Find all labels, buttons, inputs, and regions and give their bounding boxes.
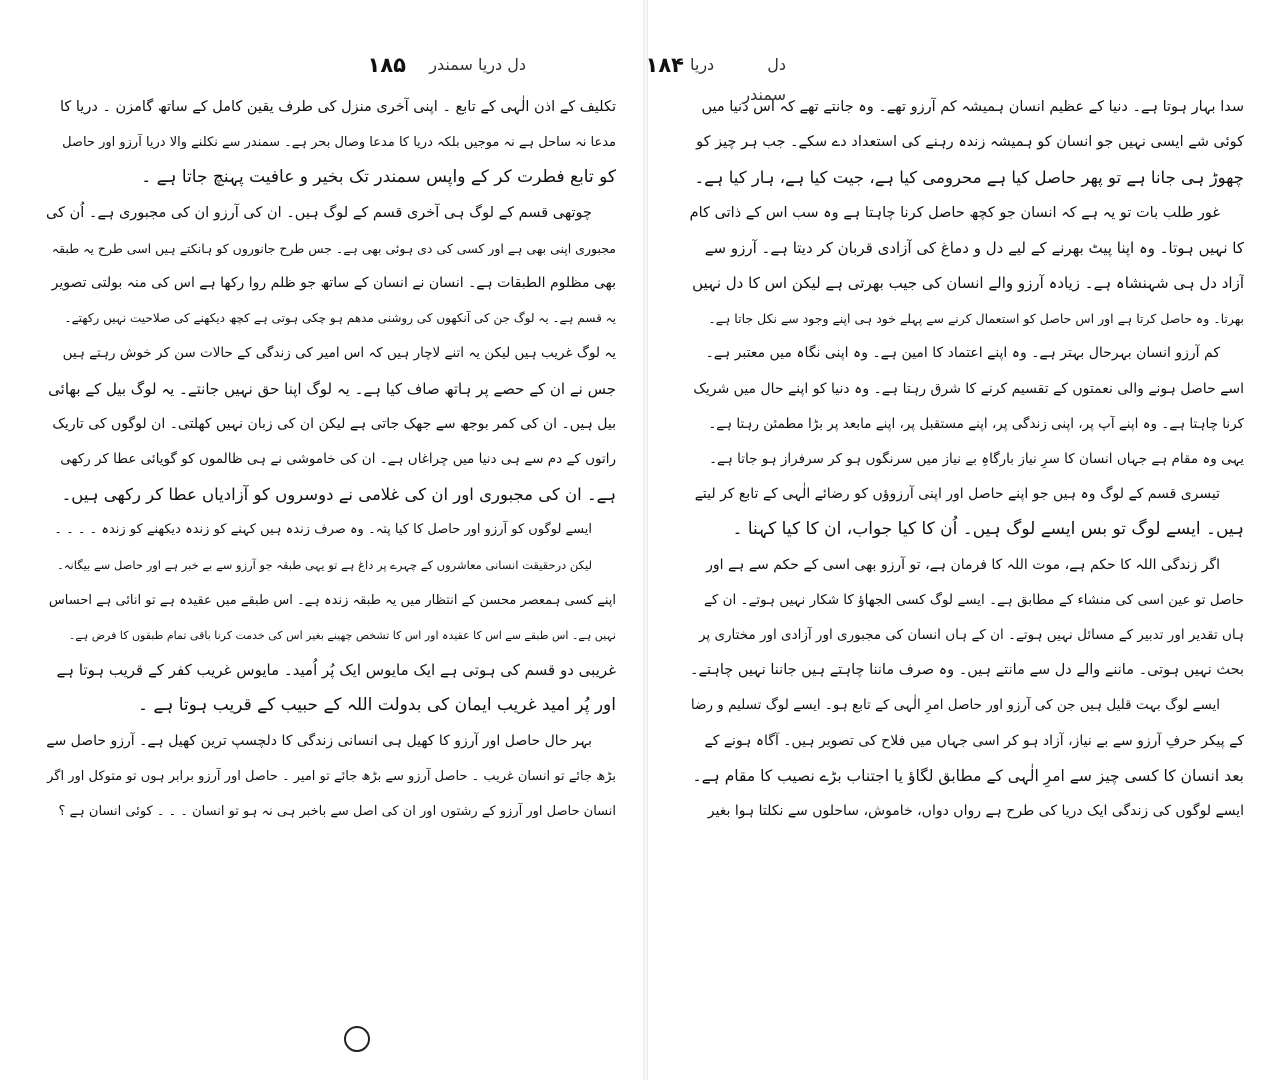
left-page-header [46,50,616,80]
page-number: ۱۸۵ [367,53,406,77]
paragraph [690,688,1244,829]
text-line: جس نے ان کے حصے پر ہاتھ صاف کیا ہے۔ یہ لوگ اپنا حق نہیں جانتے۔ یہ لوگ بیل کے بھائی [48,379,616,398]
text-line: چوتھی قسم کے لوگ ہی آخری قسم کے لوگ ہیں۔ ان کی آرزو ان کی مجبوری ہے۔ اُن کی [46,204,592,221]
text-line: لیکن درحقیقت انسانی معاشروں کے چہرے پر داغ ہے تو یہی طبقہ جو آرزو سے بے خبر ہے اور حاصل سے بیگانہ۔ [57,557,592,572]
text-line: یہ لوگ غریب ہیں لیکن یہ اتنے لاچار ہیں کہ اس امیر کی زندگی کے حالات سن کر خوش رہتے ہیں [62,345,616,362]
text-line: کوئی شے ایسی نہیں جو انسان کو ہمیشہ زندہ رہنے کی استعداد دے سکے۔ جب ہر چیز کو [696,134,1244,151]
text-line: بحث نہیں ہوتی۔ ماننے والے دل سے مانتے ہیں۔ وہ صرف ماننا چاہتے ہیں جاننا نہیں چاہتے۔ [690,662,1244,679]
running-title: دل دریا سمندر [429,55,526,74]
text-line: کرنا چاہتا ہے۔ وہ اپنے آپ پر، اپنی زندگی پر، اپنے مستقبل پر، اپنے مابعد پر بڑا مطمئن رہتا ہے۔ [708,415,1244,432]
paragraph [690,196,1244,337]
text-line: کم آرزو انسان بہرحال بہتر ہے۔ وہ اپنے اعتماد کا امین ہے۔ وہ اپنی نگاہ میں معتبر ہے۔ [705,345,1220,362]
text-line: غریبی دو قسم کی ہوتی ہے ایک مایوس ایک پُر اُمید۔ مایوس غریب کفر کے قریب ہوتا ہے [56,661,616,680]
text-line: یہ قسم ہے۔ یہ لوگ جن کی آنکھوں کی روشنی مدھم ہو چکی ہوتی ہے کچھ دیکھنے کی صلاحیت نہیں رکھتے۔ [64,311,616,326]
text-line: ایسے لوگوں کو آرزو اور حاصل کا کیا پتہ۔ وہ صرف زندہ ہیں کہنے کو زندہ دیکھنے کو زندہ ۔ ۔ ۔ ۔ [54,522,592,538]
text-line: غور طلب بات تو یہ ہے کہ انسان جو کچھ حاصل کرنا چاہتا ہے وہ سب اس کے ذاتی کام [690,204,1220,221]
text-line: بہر حال حاصل اور آرزو کا کھیل ہی انسانی زندگی کا دلچسپ ترین کھیل ہے۔ آرزو حاصل سے [46,732,592,749]
left-page-body [46,90,616,829]
page-circle-mark [344,1026,370,1052]
text-line: کے پیکر حرفِ آرزو سے بے نیاز، آزاد ہو کر اسی جہاں میں فلاح کی تصویر ہیں۔ آگاہ ہونے کے [704,732,1244,749]
book-gutter [643,0,648,1080]
text-line: بھی مظلوم الطبقات ہے۔ انسان نے انسان کے ساتھ جو ظلم روا رکھا ہے اس کی منہ بولتی تصویر [51,275,616,292]
paragraph [46,512,616,547]
text-line: کا نہیں ہوتا۔ وہ اپنا پیٹ بھرنے کے لیے دل و دماغ کی آزادی قربان کر دیتا ہے۔ آرزو سے [704,238,1244,257]
text-line: کو تابع فطرت کر کے واپس سمندر تک بخیر و عافیت پہنچ جاتا ہے ۔ [141,167,616,188]
running-title: دل دریا سمندر [690,55,786,104]
text-line: تیسری قسم کے لوگ وہ ہیں جو اپنے حاصل اور اپنی آرزوؤں کو رضائے الٰہی کے تابع کر لیتے [694,486,1220,503]
right-page-header [645,50,1244,104]
text-line: اگر زندگی اللہ کا حکم ہے، موت اللہ کا فرمان ہے، تو آرزو بھی اسی کے حکم سے ہے اور [706,556,1220,573]
text-line: ہیں۔ ایسے لوگ تو بس ایسے لوگ ہیں۔ اُن کا کیا جواب، ان کا کیا کہنا ۔ [732,519,1244,540]
paragraph [46,90,616,196]
text-line: راتوں کے دم سے ہی دنیا میں چراغاں ہے۔ ان کی خاموشی نے ہی ظالموں کو گویائی عطا کر رکھی [60,451,616,468]
paragraph [46,196,616,513]
text-line: چھوڑ ہی جانا ہے تو پھر حاصل کیا ہے محرومی کیا ہے، جیت کیا ہے، ہار کیا ہے۔ [694,168,1244,188]
text-line: انسان حاصل اور آرزو کے رشتوں اور ان کی اصل سے باخبر ہی نہ ہو تو انسان ۔ ۔ ۔ کوئی انسان ہے ؟ [58,804,616,820]
right-page-body [690,90,1244,829]
text-line: نہیں ہے۔ اس طبقے سے اس کا عقیدہ اور اس کا تشخص چھینے بغیر اس کی خدمت کرنا باقی تمام طبقوں کا فرض ہے۔ [68,629,616,643]
text-line: ایسے لوگ بہت قلیل ہیں جن کی آرزو اور حاصل امرِ الٰہی کے تابع ہو۔ ایسے لوگ تسلیم و رضا [690,697,1220,714]
text-line: اسے حاصل ہونے والی نعمتوں کے تقسیم کرنے کا شرق رہتا ہے۔ وہ دنیا کو اپنے حال میں شریک [693,380,1244,397]
text-line: بیل ہیں۔ ان کی کمر بوجھ سے جھک جاتی ہے لیکن ان کی زبان نہیں کھلتی۔ ان لوگوں کی تاریک [52,415,616,432]
text-line: مجبوری اپنی بھی ہے اور کسی کی دی ہوئی بھی ہے۔ جس طرح جانوروں کو ہانکتے ہیں اسی طرح یہ طبقہ [51,240,616,256]
paragraph [46,548,616,724]
text-line: حاصل تو عین اسی کی منشاء کے مطابق ہے۔ ایسے لوگ کسی الجھاؤ کا شکار نہیں ہوتے۔ ان کے [703,591,1244,608]
text-line: سدا بہار ہوتا ہے۔ دنیا کے عظیم انسان ہمیشہ کم آرزو تھے۔ وہ جانتے تھے کہ اس دنیا میں [701,99,1244,115]
text-line: تکلیف کے اذن الٰہی کے تابع ۔ اپنی آخری منزل کی طرف یقین کامل کے ساتھ گامزن ۔ دریا کا [59,99,616,115]
text-line: بھرتا۔ وہ حاصل کرتا ہے اور اس حاصل کو استعمال کرنے سے پہلے خود ہی اپنے وجود سے نکل جاتا ہے۔ [708,311,1244,327]
text-line: آزاد دل ہی شہنشاہ ہے۔ زیادہ آرزو والے انسان کی جیب بھرتی ہے لیکن اس کا دل نہیں [692,274,1244,293]
paragraph [690,477,1244,547]
paragraph [46,724,616,830]
text-line: یہی وہ مقام ہے جہاں انسان کا سرِ نیاز بارگاہِ بے نیاز میں سرنگوں ہو کر سرفراز ہو جاتا ہے۔ [709,451,1244,468]
text-line: ایسے لوگوں کی زندگی ایک دریا کی طرح ہے رواں دواں، خاموش، ساحلوں سے نکلتا ہوا بغیر [707,803,1244,820]
right-page [645,0,1288,1080]
paragraph [690,548,1244,689]
text-line: اور پُر امید غریب ایمان کی بدولت اللہ کے حبیب کے قریب ہوتا ہے ۔ [138,695,616,716]
text-line: بڑھ جائے تو انسان غریب ۔ حاصل آرزو سے بڑھ جائے تو امیر ۔ حاصل اور آرزو برابر ہوں تو متوکل اور اگر [47,768,616,784]
text-line: بعد انسان کا کسی چیز سے امرِ الٰہی کے مطابق لگاؤ یا اجتناب بڑے نصیب کا مقام ہے۔ [692,766,1244,785]
paragraph [690,336,1244,477]
text-line: مدعا نہ ساحل ہے نہ موجیں بلکہ دریا کا مدعا وصال بحر ہے۔ سمندر سے نکلنے والا دریا آرزو اور حاصل [62,135,616,151]
text-line: ہے۔ ان کی مجبوری اور ان کی غلامی نے دوسروں کو آزادیاں عطا کر رکھی ہیں۔ [61,485,616,505]
text-line: ہاں تقدیر اور تدبیر کے مسائل نہیں ہوتے۔ ان کے ہاں انسان کی مجبوری اور آزادی اور مختاری پر [698,627,1244,644]
text-line: اپنے کسی ہمعصر محسن کے انتظار میں یہ طبقہ زندہ ہے۔ اس طبقے میں عقیدہ ہے تو انائی ہے احساس [48,592,616,608]
page-number: ۱۸۴ [645,53,684,77]
